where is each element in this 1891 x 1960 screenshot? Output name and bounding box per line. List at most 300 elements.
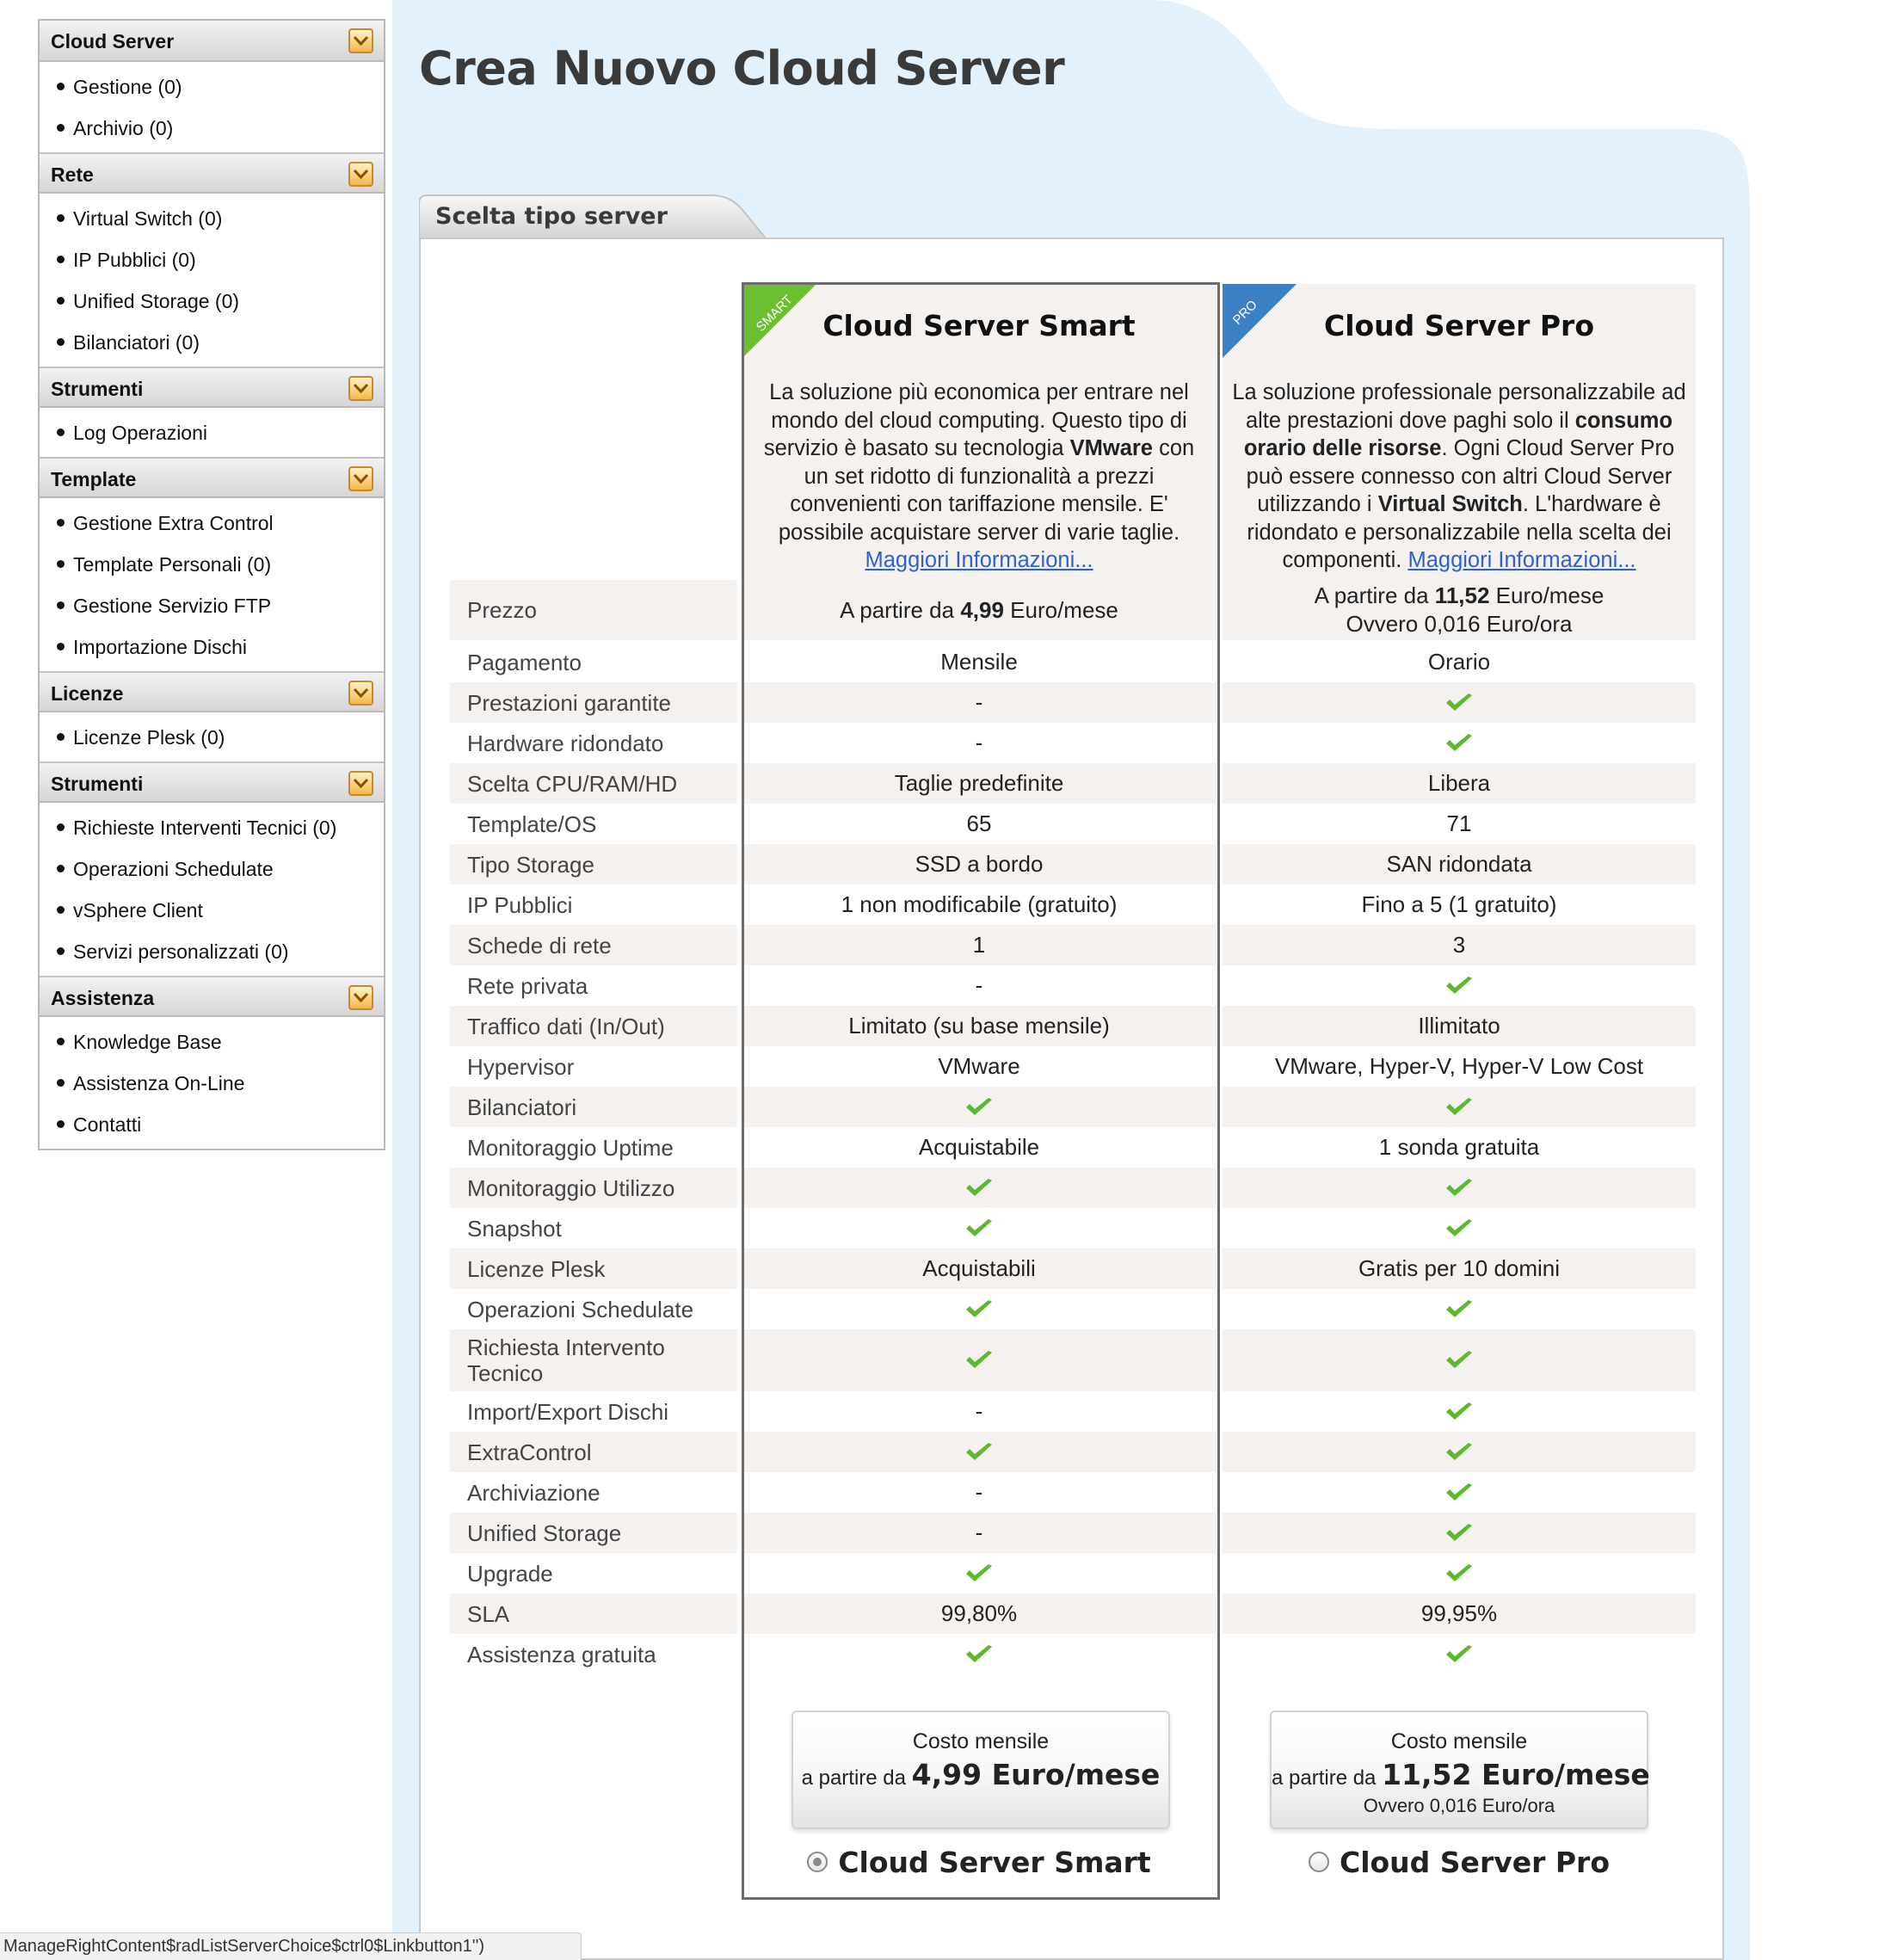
sidebar-item-label[interactable]: Bilanciatori (0)	[73, 331, 200, 354]
smart-ribbon-text: SMART	[753, 292, 796, 335]
bullet-icon	[57, 947, 65, 955]
smart-value	[742, 1087, 1216, 1127]
description-text: consumo orario delle risorse	[1243, 408, 1673, 460]
pro-value	[1223, 925, 1696, 965]
pro-plan-description	[1223, 368, 1696, 580]
bullet-icon	[57, 560, 65, 568]
cell-value: -	[975, 972, 983, 998]
check-icon	[1444, 1482, 1474, 1504]
sidebar-item[interactable]	[40, 807, 384, 848]
pro-price	[1223, 580, 1696, 640]
cell-value: 1	[972, 932, 986, 958]
check-mark	[1444, 692, 1474, 714]
smart-value	[742, 1432, 1216, 1472]
check-mark	[964, 1349, 994, 1371]
row-label: ExtraControl	[450, 1432, 737, 1472]
check-mark	[1444, 1522, 1474, 1544]
description-text: VMware	[1069, 436, 1153, 460]
check-icon	[1444, 1522, 1474, 1544]
sidebar-item-label[interactable]: Contatti	[73, 1113, 142, 1136]
sidebar-item-label[interactable]: Gestione Extra Control	[73, 512, 274, 534]
row-label: Bilanciatori	[450, 1087, 737, 1127]
smart-value	[742, 804, 1216, 844]
smart-value	[742, 1168, 1216, 1208]
table-row	[450, 804, 1696, 844]
table-row	[450, 925, 1696, 965]
browser-status-bar: ManageRightContent$radListServerChoice$ctrl0$Linkbutton1'')	[0, 1932, 582, 1960]
bullet-icon	[57, 865, 65, 872]
bullet-icon	[57, 428, 65, 436]
sidebar-item[interactable]	[40, 585, 384, 626]
check-icon	[1444, 1217, 1474, 1240]
description-text: Virtual Switch	[1377, 492, 1523, 516]
sidebar-item[interactable]	[40, 717, 384, 758]
sidebar-item-label[interactable]: vSphere Client	[73, 899, 203, 921]
bullet-icon	[57, 214, 65, 222]
sidebar-section-title[interactable]: Strumenti	[51, 378, 144, 400]
cell-value: VMware, Hyper-V, Hyper-V Low Cost	[1274, 1053, 1644, 1079]
sidebar-item-label[interactable]: Assistenza On-Line	[73, 1072, 245, 1094]
row-label: Prezzo	[450, 580, 737, 640]
row-label: Operazioni Schedulate	[450, 1289, 737, 1329]
check-icon	[964, 1441, 994, 1464]
pro-value	[1223, 723, 1696, 763]
check-mark	[1444, 1562, 1474, 1585]
check-mark	[964, 1643, 994, 1666]
sidebar-item-label[interactable]: Operazioni Schedulate	[73, 858, 274, 880]
check-icon	[1444, 1177, 1474, 1199]
table-row	[450, 682, 1696, 723]
smart-value	[742, 682, 1216, 723]
smart-price	[742, 580, 1216, 640]
sidebar-section-header[interactable]	[40, 367, 384, 408]
sidebar-item-label[interactable]: Gestione Servizio FTP	[73, 595, 272, 617]
table-row	[450, 1087, 1696, 1127]
row-label: Prestazioni garantite	[450, 682, 737, 723]
smart-value	[742, 1289, 1216, 1329]
check-icon	[1444, 1298, 1474, 1321]
smart-value	[742, 763, 1216, 804]
table-row	[450, 1593, 1696, 1634]
sidebar-item-label[interactable]: Knowledge Base	[73, 1031, 222, 1053]
bullet-icon	[57, 733, 65, 741]
check-icon	[964, 1298, 994, 1321]
table-row	[450, 723, 1696, 763]
description-text: La soluzione più economica per entrare nel mondo del cloud computing. Questo tipo di servizio è basato su tecnologia	[763, 380, 1189, 460]
pro-value	[1223, 682, 1696, 723]
table-row	[450, 1289, 1696, 1329]
description-text: . L'hardware è ridondato e personalizzabile nella scelta dei componenti.	[1247, 492, 1672, 572]
cell-value: Orario	[1427, 649, 1491, 675]
row-label: Licenze Plesk	[450, 1248, 737, 1289]
smart-value	[742, 1006, 1216, 1046]
sidebar-item[interactable]	[40, 412, 384, 453]
smart-cost-prefix: a partire da	[801, 1766, 912, 1790]
sidebar-section-items	[40, 712, 384, 761]
sidebar-section-items	[40, 803, 384, 976]
chevron-down-icon	[350, 682, 372, 704]
sidebar-section-title[interactable]: Strumenti	[51, 773, 144, 795]
table-row	[450, 884, 1696, 925]
pro-more-info-link[interactable]: Maggiori Informazioni...	[1407, 548, 1636, 572]
pro-value	[1223, 1289, 1696, 1329]
row-label: Monitoraggio Utilizzo	[450, 1168, 737, 1208]
smart-plan-description	[742, 368, 1216, 580]
check-mark	[1444, 975, 1474, 997]
bullet-icon	[57, 643, 65, 650]
check-icon	[964, 1177, 994, 1199]
sidebar-section-header[interactable]	[40, 457, 384, 498]
row-label: Scelta CPU/RAM/HD	[450, 763, 737, 804]
pro-price-hourly: Ovvero 0,016 Euro/ora	[1346, 611, 1573, 637]
sidebar-item[interactable]	[40, 544, 384, 585]
sidebar-item-label[interactable]: Template Personali (0)	[73, 553, 272, 576]
chevron-down-icon	[350, 163, 372, 185]
pro-ribbon-text: PRO	[1229, 297, 1260, 328]
smart-value	[742, 1593, 1216, 1634]
check-mark	[1444, 1349, 1474, 1371]
sidebar-section-title[interactable]: Licenze	[51, 682, 124, 705]
cell-value: Acquistabili	[922, 1255, 1036, 1281]
check-mark	[964, 1562, 994, 1585]
pro-cost-label: Costo mensile	[1390, 1729, 1528, 1754]
pro-radio-option[interactable]	[1223, 1843, 1696, 1881]
sidebar-section-title[interactable]: Assistenza	[51, 987, 155, 1009]
table-row	[450, 1634, 1696, 1674]
cell-value: Mensile	[940, 649, 1018, 675]
sidebar-section-items	[40, 62, 384, 152]
sidebar-section-title[interactable]: Template	[51, 468, 137, 490]
pro-value	[1223, 1329, 1696, 1391]
row-label: Richiesta Intervento Tecnico	[450, 1329, 737, 1391]
table-row	[450, 1472, 1696, 1513]
pro-value	[1223, 1248, 1696, 1289]
smart-radio-option[interactable]	[742, 1843, 1216, 1881]
pro-value	[1223, 1208, 1696, 1248]
pro-plan-title: Cloud Server Pro	[1323, 308, 1594, 342]
table-row	[450, 642, 1696, 682]
row-label: Hypervisor	[450, 1046, 737, 1087]
pro-value	[1223, 804, 1696, 844]
smart-value	[742, 1513, 1216, 1553]
sidebar-section-title[interactable]: Cloud Server	[51, 30, 175, 52]
check-mark	[1444, 1482, 1474, 1504]
row-label: Hardware ridondato	[450, 723, 737, 763]
sidebar-section-header[interactable]	[40, 761, 384, 803]
row-label: Assistenza gratuita	[450, 1634, 737, 1674]
sidebar-section-title[interactable]: Rete	[51, 163, 94, 186]
row-label: Tipo Storage	[450, 844, 737, 884]
cell-value: 99,80%	[940, 1600, 1018, 1626]
sidebar-section-toggle[interactable]	[348, 162, 373, 187]
row-label: Upgrade	[450, 1553, 737, 1593]
check-mark	[1444, 1096, 1474, 1119]
description-text: con un set ridotto di funzionalità a prezzi convenienti con tariffazione mensile. E' possibile acquistare server di varie taglie.	[778, 436, 1195, 545]
table-row	[450, 1046, 1696, 1087]
table-row	[450, 1391, 1696, 1432]
sidebar-item-label[interactable]: Richieste Interventi Tecnici (0)	[73, 817, 337, 839]
pro-price-line	[1315, 582, 1605, 610]
pro-value	[1223, 1046, 1696, 1087]
row-label: Import/Export Dischi	[450, 1391, 737, 1432]
cell-value: 71	[1446, 811, 1472, 836]
check-icon	[1444, 1401, 1474, 1423]
sidebar-item-label[interactable]: Licenze Plesk (0)	[73, 726, 225, 749]
cell-value: 1 non modificabile (gratuito)	[841, 891, 1118, 917]
pro-value	[1223, 763, 1696, 804]
table-row	[450, 1168, 1696, 1208]
smart-value	[742, 1391, 1216, 1432]
table-row	[450, 1329, 1696, 1391]
cell-value: Fino a 5 (1 gratuito)	[1361, 891, 1557, 917]
check-icon	[1444, 1643, 1474, 1666]
check-mark	[1444, 1401, 1474, 1423]
sidebar-section-header[interactable]	[40, 21, 384, 62]
smart-value	[742, 1634, 1216, 1674]
check-icon	[1444, 732, 1474, 755]
row-label: IP Pubblici	[450, 884, 737, 925]
smart-value	[742, 1248, 1216, 1289]
pro-value	[1223, 884, 1696, 925]
table-row	[450, 1432, 1696, 1472]
bullet-icon	[57, 338, 65, 346]
table-row	[450, 1248, 1696, 1289]
sidebar-item[interactable]	[40, 1104, 384, 1145]
check-mark	[1444, 1643, 1474, 1666]
sidebar-section-toggle[interactable]	[348, 376, 373, 401]
check-icon	[1444, 692, 1474, 714]
check-mark	[1444, 732, 1474, 755]
pro-value	[1223, 1593, 1696, 1634]
sidebar-section-items	[40, 194, 384, 367]
sidebar-item[interactable]	[40, 931, 384, 972]
pro-plan-header	[1223, 284, 1696, 580]
bullet-icon	[57, 1120, 65, 1128]
check-mark	[1444, 1217, 1474, 1240]
pro-value	[1223, 1127, 1696, 1168]
pro-value	[1223, 1168, 1696, 1208]
bullet-icon	[57, 1038, 65, 1045]
bullet-icon	[57, 83, 65, 90]
cell-value: -	[975, 1479, 983, 1505]
pro-value	[1223, 844, 1696, 884]
row-label: Unified Storage	[450, 1513, 737, 1553]
page-title: Crea Nuovo Cloud Server	[419, 41, 1065, 96]
bullet-icon	[57, 906, 65, 914]
sidebar-item-label[interactable]: Log Operazioni	[73, 422, 207, 444]
sidebar-item[interactable]	[40, 66, 384, 108]
sidebar-section-toggle[interactable]	[348, 28, 373, 53]
price-suffix: Euro/mese	[1489, 582, 1605, 608]
smart-value	[742, 884, 1216, 925]
sidebar-item[interactable]	[40, 198, 384, 239]
row-label: Pagamento	[450, 642, 737, 682]
table-row	[450, 1006, 1696, 1046]
table-row	[450, 965, 1696, 1006]
table-row	[450, 763, 1696, 804]
smart-cost-button[interactable]	[792, 1710, 1170, 1829]
pro-radio-label[interactable]: Cloud Server Pro	[1339, 1845, 1610, 1879]
sidebar-section-header[interactable]	[40, 671, 384, 712]
check-mark	[1444, 1298, 1474, 1321]
bullet-icon	[57, 1079, 65, 1087]
sidebar-section-toggle[interactable]	[348, 681, 373, 706]
chevron-down-icon	[350, 987, 372, 1008]
cell-value: Limitato (su base mensile)	[848, 1013, 1110, 1039]
chevron-down-icon	[350, 773, 372, 794]
pro-cost-amount: 11,52 Euro/mese	[1382, 1758, 1650, 1791]
smart-value	[742, 844, 1216, 884]
cell-value: Taglie predefinite	[894, 770, 1064, 796]
cell-value: -	[975, 1398, 983, 1424]
check-icon	[964, 1643, 994, 1666]
panel-tab-label: Scelta tipo server	[435, 203, 668, 230]
row-label: Snapshot	[450, 1208, 737, 1248]
bullet-icon	[57, 256, 65, 263]
bullet-icon	[57, 124, 65, 132]
table-row	[450, 844, 1696, 884]
cell-value: -	[975, 689, 983, 715]
pro-cost-hourly: Ovvero 0,016 Euro/ora	[1363, 1795, 1555, 1816]
chevron-down-icon	[350, 468, 372, 490]
sidebar-item[interactable]	[40, 322, 384, 363]
smart-radio-button[interactable]	[807, 1852, 828, 1872]
pro-value	[1223, 1634, 1696, 1674]
sidebar-item-label[interactable]: Importazione Dischi	[73, 636, 247, 658]
pro-value	[1223, 1006, 1696, 1046]
check-mark	[964, 1096, 994, 1119]
check-mark	[964, 1177, 994, 1199]
sidebar-item[interactable]	[40, 1063, 384, 1104]
smart-cost-amount: 4,99 Euro/mese	[911, 1758, 1161, 1791]
sidebar-section-toggle[interactable]	[348, 771, 373, 796]
check-icon	[1444, 1562, 1474, 1585]
description-text: . Ogni Cloud Server Pro può essere connesso con altri Cloud Server utilizzando i	[1246, 436, 1675, 516]
sidebar-item[interactable]	[40, 890, 384, 931]
check-icon	[964, 1562, 994, 1585]
sidebar-item-label[interactable]: Virtual Switch (0)	[73, 207, 223, 230]
sidebar-item-label[interactable]: Unified Storage (0)	[73, 290, 240, 312]
check-mark	[964, 1298, 994, 1321]
check-mark	[964, 1217, 994, 1240]
smart-value	[742, 1472, 1216, 1513]
smart-value	[742, 1553, 1216, 1593]
sidebar-item-label[interactable]: Archivio (0)	[73, 117, 174, 139]
pro-value	[1223, 965, 1696, 1006]
bullet-icon	[57, 297, 65, 305]
sidebar-item[interactable]	[40, 108, 384, 149]
smart-plan-header	[742, 284, 1216, 580]
pro-cost-button[interactable]	[1270, 1710, 1648, 1829]
check-icon	[1444, 975, 1474, 997]
cell-value: SSD a bordo	[915, 851, 1044, 877]
sidebar-section-header[interactable]	[40, 152, 384, 194]
price-prefix: A partire da	[1314, 582, 1435, 608]
sidebar-section-header[interactable]	[40, 976, 384, 1017]
cell-value: 99,95%	[1420, 1600, 1498, 1626]
sidebar-section-toggle[interactable]	[348, 466, 373, 491]
sidebar	[38, 19, 385, 1150]
smart-plan-title: Cloud Server Smart	[822, 308, 1136, 342]
row-label: Schede di rete	[450, 925, 737, 965]
check-mark	[1444, 1441, 1474, 1464]
pro-value	[1223, 1553, 1696, 1593]
bullet-icon	[57, 601, 65, 609]
sidebar-item[interactable]	[40, 280, 384, 322]
pro-cost-prefix: a partire da	[1272, 1766, 1383, 1790]
cell-value: Illimitato	[1418, 1013, 1500, 1039]
price-amount: 11,52	[1434, 582, 1490, 608]
cell-value: 3	[1452, 932, 1466, 958]
pro-value	[1223, 1391, 1696, 1432]
check-icon	[964, 1349, 994, 1371]
row-label: Archiviazione	[450, 1472, 737, 1513]
row-label: Rete privata	[450, 965, 737, 1006]
smart-more-info-link[interactable]: Maggiori Informazioni...	[865, 548, 1093, 572]
row-label: Template/OS	[450, 804, 737, 844]
table-row	[450, 1208, 1696, 1248]
smart-value	[742, 642, 1216, 682]
cell-value: SAN ridondata	[1386, 851, 1532, 877]
sidebar-item[interactable]	[40, 848, 384, 890]
price-row	[450, 580, 1696, 640]
price-prefix: A partire da	[840, 596, 961, 623]
sidebar-item[interactable]	[40, 502, 384, 544]
sidebar-item-label[interactable]: IP Pubblici (0)	[73, 249, 196, 271]
pro-price-text	[1315, 582, 1605, 638]
cell-value: VMware	[938, 1053, 1020, 1079]
smart-radio-label[interactable]: Cloud Server Smart	[838, 1845, 1151, 1879]
price-amount: 4,99	[960, 596, 1004, 623]
chevron-down-icon	[350, 30, 372, 52]
sidebar-section-items	[40, 1017, 384, 1149]
cell-value: -	[975, 730, 983, 755]
smart-value	[742, 1329, 1216, 1391]
pro-value	[1223, 1087, 1696, 1127]
row-label: Monitoraggio Uptime	[450, 1127, 737, 1168]
description-text: La soluzione professionale personalizzabile ad alte prestazioni dove paghi solo il	[1232, 380, 1686, 433]
sidebar-item-label[interactable]: Gestione (0)	[73, 76, 182, 98]
pro-value	[1223, 1513, 1696, 1553]
pro-value	[1223, 642, 1696, 682]
table-row	[450, 1513, 1696, 1553]
table-row	[450, 1553, 1696, 1593]
smart-price-line	[840, 596, 1118, 625]
smart-price-text	[840, 596, 1118, 625]
cell-value: 1 sonda gratuita	[1378, 1134, 1540, 1160]
sidebar-item[interactable]	[40, 239, 384, 280]
check-icon	[1444, 1441, 1474, 1464]
pro-radio-button[interactable]	[1309, 1852, 1329, 1872]
sidebar-item[interactable]	[40, 1021, 384, 1063]
check-icon	[1444, 1096, 1474, 1119]
cell-value: Gratis per 10 domini	[1358, 1255, 1561, 1281]
sidebar-section-toggle[interactable]	[348, 985, 373, 1010]
sidebar-item[interactable]	[40, 626, 384, 668]
chevron-down-icon	[350, 378, 372, 399]
sidebar-item-label[interactable]: Servizi personalizzati (0)	[73, 940, 289, 963]
sidebar-section-items	[40, 498, 384, 671]
smart-value	[742, 925, 1216, 965]
smart-value	[742, 723, 1216, 763]
cell-value: Libera	[1427, 770, 1491, 796]
smart-value	[742, 1208, 1216, 1248]
row-label: Traffico dati (In/Out)	[450, 1006, 737, 1046]
check-mark	[1444, 1177, 1474, 1199]
check-mark	[964, 1441, 994, 1464]
row-label: SLA	[450, 1593, 737, 1634]
table-row	[450, 1127, 1696, 1168]
